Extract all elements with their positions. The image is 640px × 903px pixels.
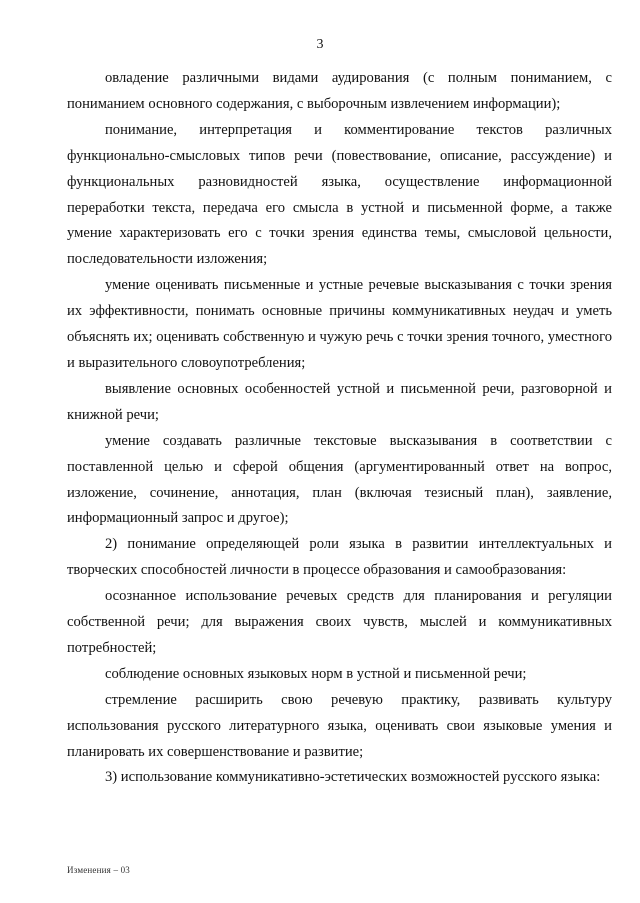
document-body [67, 66, 612, 791]
paragraph-10: 3) использование коммуникативно-эстетических возможностей русского языка: [105, 769, 601, 786]
paragraph-8: соблюдение основных языковых норм в устной и письменной речи; [105, 665, 527, 682]
footer-revision-note: Изменения – 03 [67, 865, 131, 875]
paragraph-4: выявление основных особенностей устной и письменной речи, разговорной и книжной речи; [67, 380, 612, 423]
paragraph-6: 2) понимание определяющей роли языка в развитии интеллектуальных и творческих способностей личности в процессе образования и самообразования: [67, 536, 612, 579]
paragraph-2: понимание, интерпретация и комментирование текстов различных функционально-смысловых типов речи (повествование, описание, рассуждение) и функциональных разновидностей языка, осуществление информационной переработки текста, передача его смысла в устной и письменной форме, а также умение характеризовать его с точки зрения единства темы, смысловой цельности, последовательности изложения; [67, 121, 612, 268]
paragraph-3: умение оценивать письменные и устные речевые высказывания с точки зрения их эффективности, понимать основные причины коммуникативных неудач и уметь объяснять их; оценивать собственную и чужую речь с точки зрения точного, уместного и выразительного словоупотребления; [67, 277, 612, 371]
page-number: 3 [316, 37, 324, 52]
paragraph-9: стремление расширить свою речевую практику, развивать культуру использования русского литературного языка, оценивать свои языковые умения и планировать их совершенствование и развитие; [67, 691, 612, 760]
paragraph-7: осознанное использование речевых средств для планирования и регуляции собственной речи; для выражения своих чувств, мыслей и коммуникативных потребностей; [67, 588, 612, 656]
paragraph-5: умение создавать различные текстовые высказывания в соответствии с поставленной целью и сферой общения (аргументированный ответ на вопрос, изложение, сочинение, аннотация, план (включая тезисный план), заявление, информационный запрос и другое); [67, 432, 612, 527]
paragraph-1: овладение различными видами аудирования (с полным пониманием, с пониманием основного содержания, с выборочным извлечением информации); [67, 70, 612, 112]
